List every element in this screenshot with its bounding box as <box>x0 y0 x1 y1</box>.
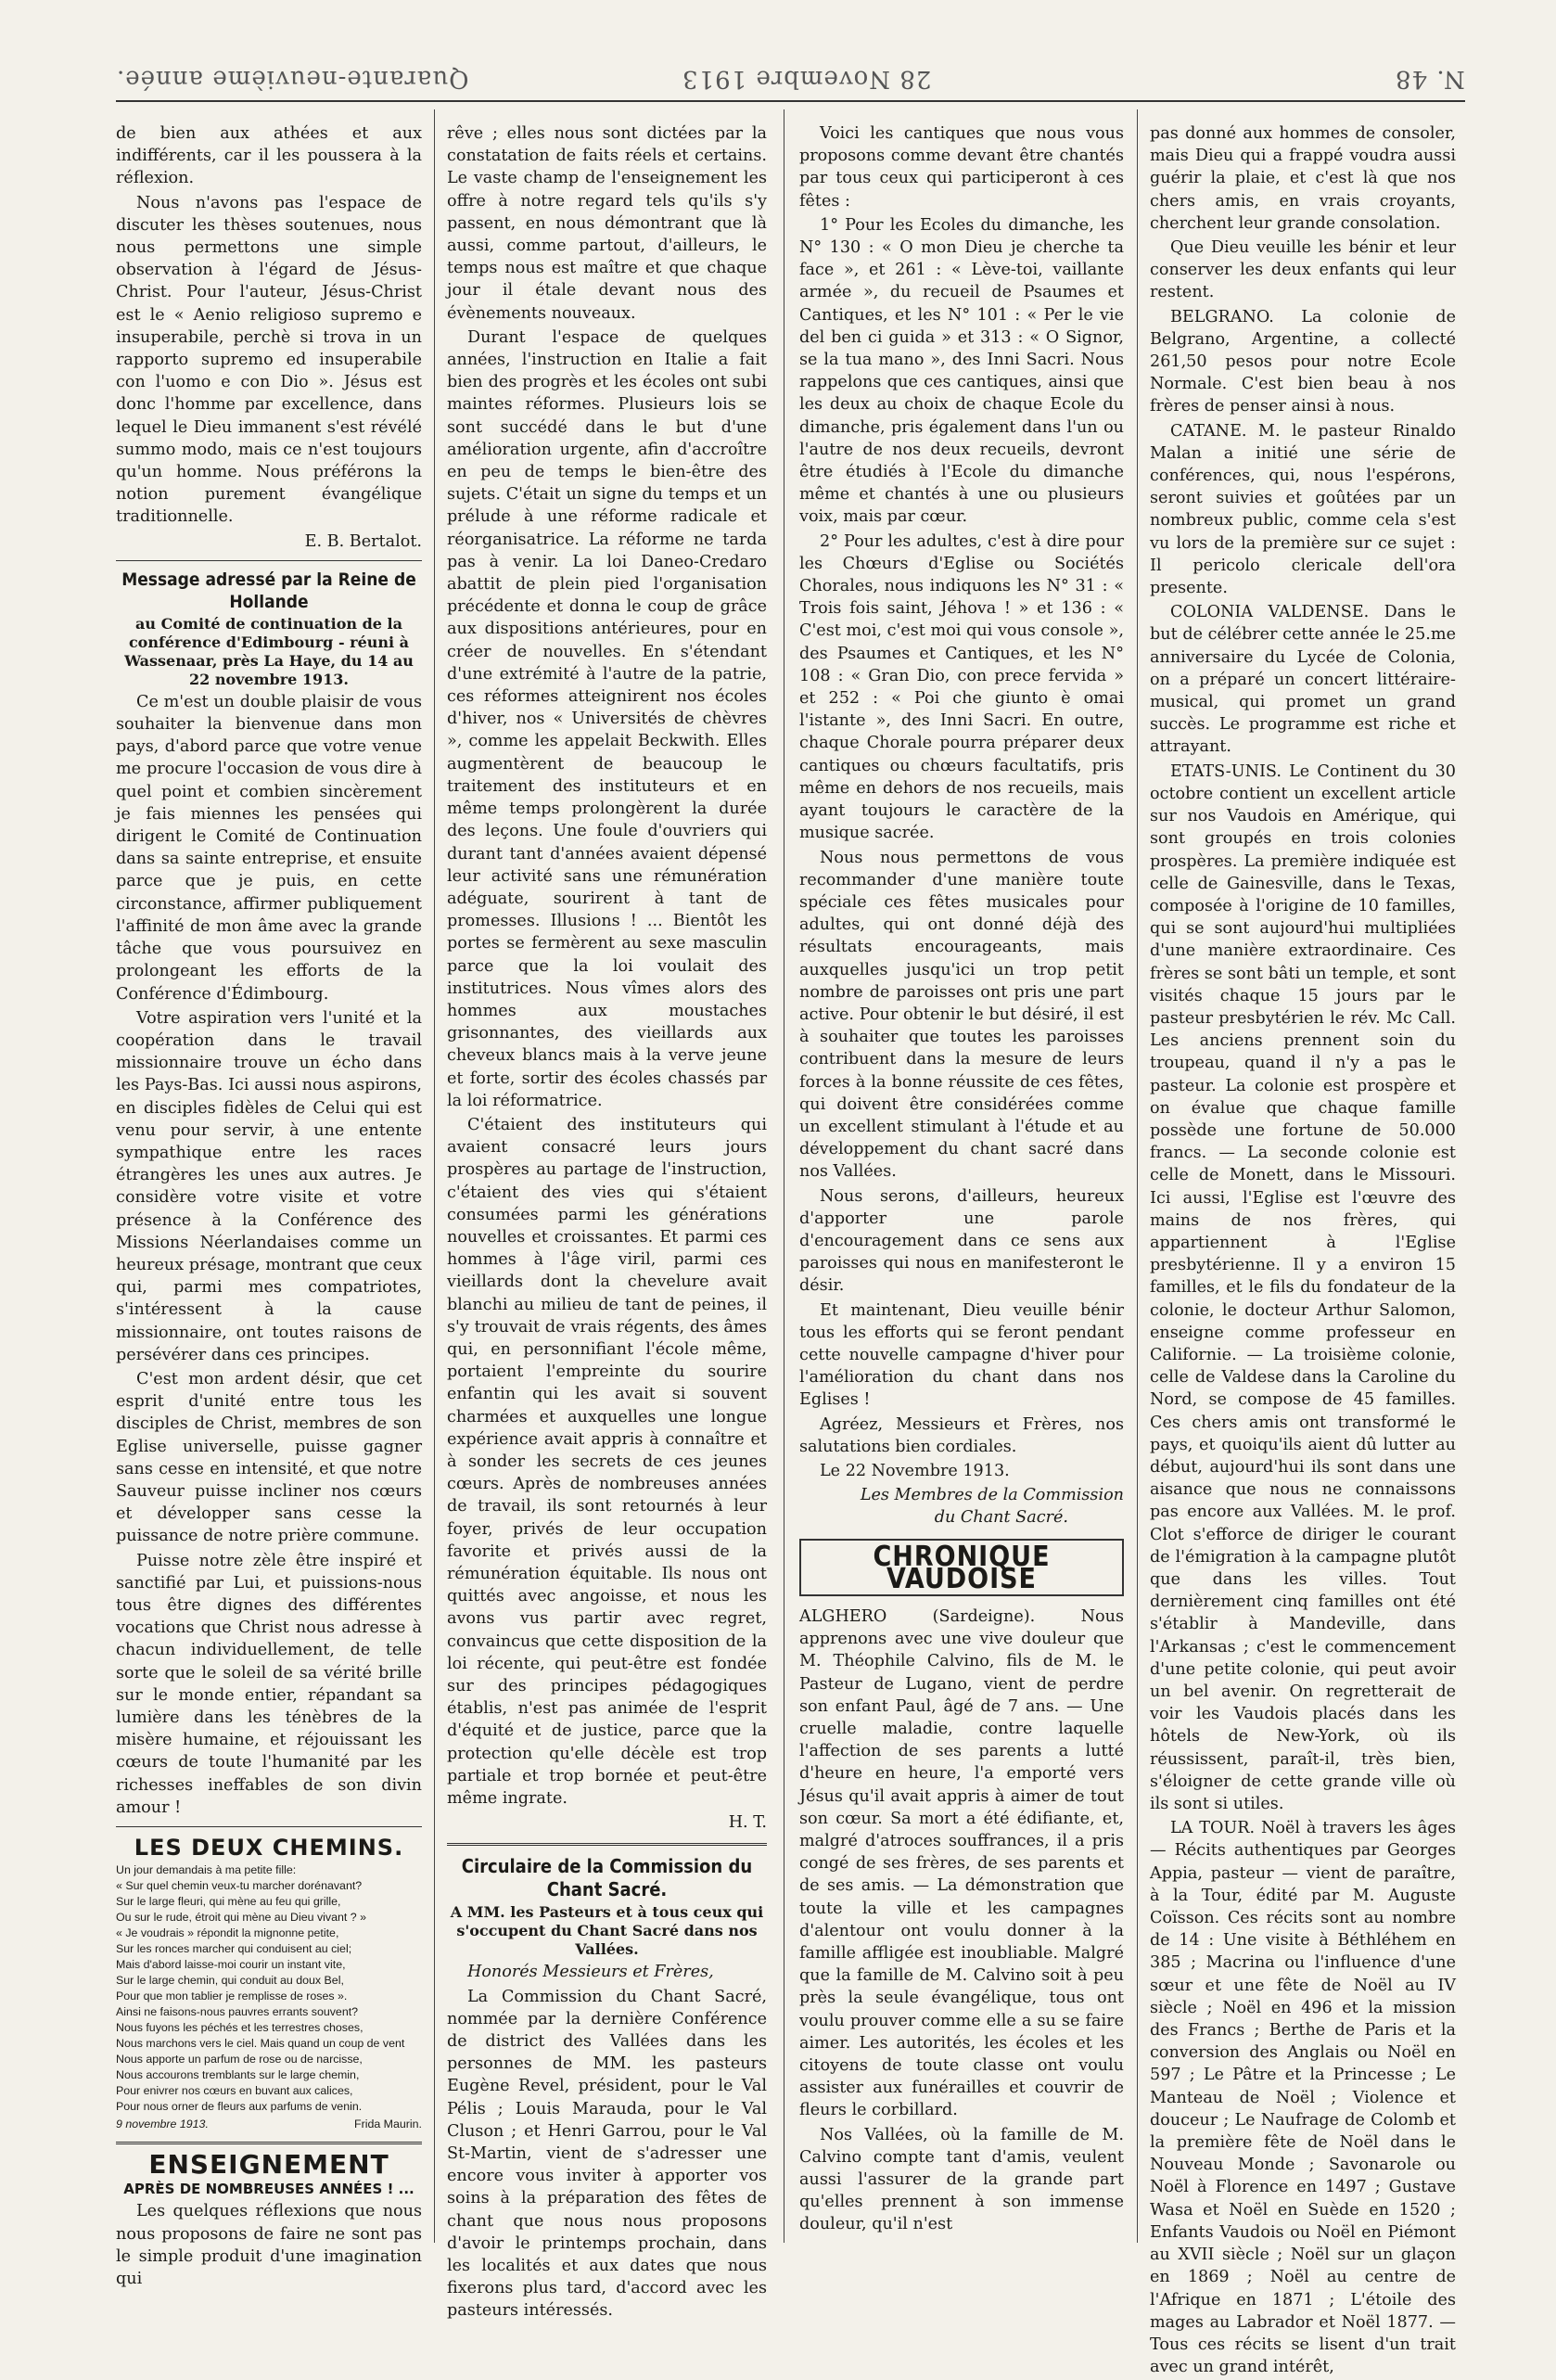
poem-line: Ainsi ne faisons-nous pauvres errants souvent? <box>116 2005 359 2019</box>
poem-line: Pour que mon tablier je remplisse de roses ». <box>116 1990 348 2003</box>
paragraph: de bien aux athées et aux indifférents, car il les poussera à la réflexion. <box>116 124 422 188</box>
paragraph: Nos Vallées, où la famille de M. Calvino compte tant d'amis, veulent aussi l'assurer de la grande part qu'elles prennent à son immense douleur, qu'il n'est <box>799 2125 1124 2234</box>
poem-line: Ou sur le rude, étroit qui mène au Dieu vivant ? » <box>116 1911 366 1925</box>
column-divider <box>434 109 435 2243</box>
paragraph: Nous nous permettons de vous recommander d'une manière toute spéciale ces fêtes musicales pour adultes, qui ont donné déjà des résultats encourageants, mais auxquelles jusqu'ici un trop petit nombre de paroisses ont pris une part active. Pour obtenir le but désiré, il est à souhaiter que toutes les paroisses contribuent dans la mesure de leurs forces à la bonne réussite de ces fêtes, qui doivent être considérées comme un excellent stimulant à l'étude et au développement du chant sacré dans nos Vallées. <box>799 848 1124 1182</box>
column-3 <box>799 122 1124 2238</box>
column-4 <box>1150 122 1456 2380</box>
letter-date: Le 22 Novembre 1913. <box>820 1461 1010 1480</box>
header-number: N. 48 <box>1395 65 1465 93</box>
poem-line: Nous accourons tremblants sur le large chemin, <box>116 2068 360 2082</box>
poem-line: Sur le large chemin, qui conduit au doux Bel, <box>116 1974 344 1988</box>
header-rule <box>116 100 1465 102</box>
paragraph: Puisse notre zèle être inspiré et sanctifié par Lui, et puissions-nous tous être dignes des différentes vocations que Christ nous adresse à chacun individuellement, de telle sorte que le soleil de sa vérité brille sur le monde entier, répandant sa lumière dans les ténèbres de la misère humaine, et réjouissant les cœurs de toute l'humanité par les richesses ineffables de son divin amour ! <box>116 1551 422 1817</box>
paragraph: ALGHERO (Sardeigne). Nous apprenons avec une vive douleur que M. Théophile Calvino, fils de M. le Pasteur de Lugano, vient de perdre son enfant Paul, âgé de 7 ans. — Une cruelle maladie, contre laquelle l'affection de ses parents a lutté d'heure en heure, l'a emporté vers Jésus qu'il avait appris à aimer de tout son cœur. Sa mort a été édifiante, et, malgré d'atroces souffrances, il a pris congé de ses frères, de ses parents et de ses amis. — La démonstration que toute la ville et les campagnes d'alentour ont voulu donner à la famille affligée est inoubliable. Malgré que la famille de M. Calvino soit à peu près la seule évangélique, tous ont voulu prouver comme elle a su se faire aimer. Les autorités, les écoles et les citoyens de toute classe ont voulu assister aux funérailles et couvrir de fleurs le corbillard. <box>799 1607 1124 2120</box>
page-header <box>116 65 1465 102</box>
poem-line: Nous apporte un parfum de rose ou de narcisse, <box>116 2053 363 2067</box>
poem-line: Pour nous orner de fleurs aux parfums de venin. <box>116 2100 363 2114</box>
divider <box>447 1843 767 1846</box>
paragraph: 2° Pour les adultes, c'est à dire pour les Chœurs d'Eglise ou Sociétés Chorales, nous indiquons les N° 31 : « Trois fois saint, Jéhova ! » et 136 : « C'est moi, c'est moi qui vous console », des Psaumes et Cantiques, et les N° 108 : « Gran Dio, con prece fervida » et 252 : « Poi che giunto è omai l'istante », des Inni Sacri. En outre, chaque Chorale pourra préparer deux cantiques ou chœurs facultatifs, pris même en dehors de nos recueils, mais ayant toujours le caractère de la musique sacrée. <box>799 531 1124 843</box>
header-edition: Quarante-neuvième année. <box>116 65 469 93</box>
section-title: ENSEIGNEMENT <box>148 2149 389 2181</box>
header-date: 28 Novembre 1913 <box>682 65 932 93</box>
paragraph: Et maintenant, Dieu veuille bénir tous les efforts qui se feront pendant cette nouvelle campagne d'hiver pour l'amélioration du chant dans nos Eglises ! <box>799 1300 1124 1410</box>
paragraph: COLONIA VALDENSE. Dans le but de célébrer cette année le 25.me anniversaire du Lycée de Colonia, on a préparé un concert littéraire-musical, qui promet un grand succès. Le programme est riche et attrayant. <box>1150 603 1456 757</box>
poem-line: Sur les ronces marcher qui conduisent au ciel; <box>116 1942 352 1956</box>
poem-title: LES DEUX CHEMINS. <box>134 1835 404 1862</box>
paragraph: Les quelques réflexions que nous nous proposons de faire ne sont pas le simple produit d'une imagination qui <box>116 2202 422 2289</box>
paragraph: La Commission du Chant Sacré, nommée par la dernière Conférence de district des Vallées dans les personnes de MM. les pasteurs Eugène Revel, président, pour le Val Pélis ; Louis Marauda, pour le Val Cluson ; et Henri Garrou, pour le Val St-Martin, vient de s'adresser une encore vous inviter à apporter vos soins à la préparation des fêtes de chant que nous nous proposons d'avoir le printemps prochain, dans les localités et aux dates que nous fixerons plus tard, d'accord avec les pasteurs intéressés. <box>447 1987 767 2321</box>
paragraph: Voici les cantiques que nous vous proposons comme devant être chantés par tous ceux qui participeront à ces fêtes : <box>799 124 1124 211</box>
poem-line: « Je voudrais » répondit la mignonne petite, <box>116 1926 339 1940</box>
paragraph: C'est mon ardent désir, que cet esprit d'unité entre tous les disciples de Christ, membres de son Eglise universelle, puisse gagner sans cesse en intensité, et que notre Sauveur puisse incliner nos cœurs et développer sans cesse la puissance de notre prière commune. <box>116 1369 422 1546</box>
paragraph: BELGRANO. La colonie de Belgrano, Argentine, a collecté 261,50 pesos pour notre Ecole Normale. C'est bien beau à nos frères de penser ainsi à nous. <box>1150 307 1456 416</box>
paragraph: Ce m'est un double plaisir de vous souhaiter la bienvenue dans mon pays, d'abord parce que votre venue me procure l'occasion de vous dire à quel point et combien sincèrement je fais miennes les pensées qui dirigent le Comité de Continuation dans sa sainte entreprise, et ensuite parce que je puis, en cette circonstance, affirmer publiquement l'affinité de mon âme avec la grande tâche que vous poursuivez en prolongeant les efforts de la Conférence d'Édimbourg. <box>116 692 422 1004</box>
paragraph: ETATS-UNIS. Le Continent du 30 octobre contient un excellent article sur nos Vaudois en Amérique, qui sont groupés en trois colonies prospères. La première indiquée est celle de Gainesville, dans le Texas, composée à l'origine de 10 familles, qui se sont aujourd'hui multipliées d'une manière extraordinaire. Ces frères se sont bâti un temple, et sont visités chaque 15 jours par le pasteur presbytérien le rév. Mc Call. Les anciens prennent soin du troupeau, quand il n'y a pas le pasteur. La colonie est prospère et on évalue que chaque famille possède une fortune de 50.000 francs. — La seconde colonie est celle de Monett, dans le Missouri. Ici aussi, l'Eglise est l'œuvre des mains de nos frères, qui appartiennent à l'Eglise presbytérienne. Il y a environ 15 familles, et le fils du fondateur de la colonie, le docteur Arthur Salomon, enseigne comme professeur en Californie. — La troisième colonie, celle de Valdese dans la Caroline du Nord, se compose de 45 familles. Ces chers amis ont transformé le pays, et quoiqu'ils aient dû lutter au début, aujourd'hui ils sont dans une aisance que nous ne connaissons pas encore aux Vallées. M. le prof. Clot s'efforce de diriger le courant de l'émigration à la campagne plutôt que dans les villes. Tout dernièrement cinq familles ont été s'établir à Mandeville, dans l'Arkansas ; c'est le commencement d'une petite colonie, qui peut avoir un bel avenir. On regretterait de voir les Vaudois placés dans les hôtels de New-York, où ils réussissent, paraît-il, très bien, s'éloigner de cette grande ville où ils sont si utiles. <box>1150 761 1456 1814</box>
paragraph: Durant l'espace de quelques années, l'instruction en Italie a fait bien des progrès et les écoles ont subi maintes réformes. Plusieurs lois se sont succédé dans le but d'une amélioration urgente, afin d'accroître en peu de temps le bien-être des sujets. C'était un signe du temps et un prélude à une réforme radicale et réorganisatrice. La réforme ne tarda pas à venir. La loi Daneo-Credaro abattit de plein pied l'organisation précédente et donna le coup de grâce aux dispositions antérieures, pour en créer de nouvelles. En s'étendant d'une extrémité à l'autre de la patrie, ces réformes atteignirent nos écoles d'hiver, nos « Universités de chèvres », comme les appelait Beckwith. Elles augmentèrent de beaucoup le traitement des instituteurs et en même temps prolongèrent la durée des leçons. Une foule d'ouvriers qui durant tant d'années avaient dépensé leur activité sans une rémunération adéguate, sourirent à tant de promesses. Illusions ! ... Bientôt les portes se fermèrent au sexe masculin parce que la loi voulait des institutrices. Nous vîmes alors des hommes aux moustaches grisonnantes, des vieillards aux cheveux blancs mais à la verve jeune et forte, sortir des écoles chassés par la loi réformatrice. <box>447 327 767 1110</box>
column-1 <box>116 122 422 2292</box>
paragraph: LA TOUR. Noël à travers les âges — Récits authentiques par Georges Appia, pasteur — vient de paraître, à la Tour, édité par M. Auguste Coïsson. Ces récits sont au nombre de 14 : Une visite à Béthléhem en 385 ; Macrina ou l'influence d'une sœur et une fête de Noël au IV siècle ; Noël en 496 et la mission des Francs ; Berthe de Paris et la conversion des Anglais ou Noël en 597 ; Le Pâtre et la Princesse ; Le Manteau de Noël ; Violence et douceur ; Le Naufrage de Colomb et la première fête de Noël dans le Nouveau Monde ; Savonarole ou Noël à Florence en 1497 ; Gustave Wasa et Noël en Suède en 1520 ; Enfants Vaudois ou Noël en Piémont au XVII siècle ; Noël sur un glaçon en 1869 ; Noël au centre de l'Afrique en 1871 ; L'étoile des mages au Labrador et Noël 1877. — Tous ces récits se lisent d'un trait avec un grand intérêt, <box>1150 1819 1456 2377</box>
poem-date: 9 novembre 1913. <box>116 2118 209 2131</box>
paragraph: rêve ; elles nous sont dictées par la constatation de faits réels et certains. Le vaste champ de l'enseignement les offre à notre regard tels qu'ils s'y passent, en nous démontrant que là aussi, comme partout, d'ailleurs, le temps nous est maître et que chaque jour il étale devant nous des évènements nouveaux. <box>447 124 767 323</box>
article-subtitle: A MM. les Pasteurs et à tous ceux qui s'occupent du Chant Sacré dans nos Vallées. <box>450 1903 764 1959</box>
author-signature: E. B. Bertalot. <box>304 531 422 551</box>
paragraph: Agréez, Messieurs et Frères, nos salutations bien cordiales. <box>799 1414 1124 1456</box>
poem-line: Mais d'abord laisse-moi courir un instant vite, <box>116 1958 346 1972</box>
paragraph: C'étaient des instituteurs qui avaient consacré leurs jours prospères au partage de l'instruction, c'étaient des vies qui s'étaient consumées parmi les générations nouvelles et croissantes. Et parmi ces hommes à l'âge viril, parmi ces vieillards dont la chevelure avait blanchi au milieu de tant de peines, il s'y trouvait de vrais régents, des âmes qui, en personnifiant l'école même, portaient l'empreinte du sourire enfantin qui les avait si souvent charmées et auxquelles une longue expérience avait appris à connaître et à sonder les secrets de ces jeunes cœurs. Après de nombreuses années de travail, ils sont retournés à leur foyer, privés de leur occupation favorite et privés aussi de la rémunération équitable. Ils nous ont quittés avec angoisse, et nous les avons vus partir avec regret, convaincus que cette disposition de la loi récente, qui peut-être est fondée sur des principes pédagogiques établis, n'est pas animée de l'esprit d'équité et de justice, parce que la protection qu'elle décèle est trop partiale et trop bornée et peut-être même ingrate. <box>447 1115 767 1809</box>
paragraph: 1° Pour les Ecoles du dimanche, les N° 130 : « O mon Dieu je cherche ta face », et 261 : « Lève-toi, vaillante armée », du recueil de Psaumes et Cantiques, et les N° 101 : « Per le vie del ben ci guida » et 313 : « O Signor, se la tua mano », des Inni Sacri. Nous rappelons que ces cantiques, ainsi que les deux au choix de chaque Ecole du dimanche, pris également dans l'un ou l'autre de nos deux recueils, devront être étudiés à l'Ecole du dimanche même et chantés à une ou plusieurs voix, mais par cœur. <box>799 215 1124 527</box>
section-subtitle: APRÈS DE NOMBREUSES ANNÉES ! ... <box>123 2181 415 2198</box>
poem-line: Nous fuyons les péchés et les terrestres choses, <box>116 2021 363 2035</box>
letter-signature: du Chant Sacré. <box>934 1508 1068 1528</box>
article-title: Message adressé par la Reine de Hollande <box>121 569 416 612</box>
poem-line: « Sur quel chemin veux-tu marcher dorénavant? <box>116 1879 363 1893</box>
paragraph: CATANE. M. le pasteur Rinaldo Malan a initié une série de conférences, qui, nous l'espérons, seront suivies et goûtées par un nombreux public, comme cela s'est vu lors de la première sur ce sujet : Il pericolo clericale dell'ora presente. <box>1150 421 1456 598</box>
article-title: Circulaire de la Commission du Chant Sacré. <box>461 1855 753 1901</box>
letter-signature: Les Membres de la Commission <box>860 1486 1124 1505</box>
poem-line: Nous marchons vers le ciel. Mais quand un coup de vent <box>116 2037 405 2051</box>
article-subtitle: au Comité de continuation de la conférence d'Edimbourg - réuni à Wassenaar, près La Haye, du 14 au 22 novembre 1913. <box>124 614 414 688</box>
poem-line: Pour enivrer nos cœurs en buvant aux calices, <box>116 2084 353 2098</box>
paragraph: Nous serons, d'ailleurs, heureux d'apporter une parole d'encouragement dans ce sens aux paroisses qui nous en manifesteront le désir. <box>799 1186 1124 1296</box>
section-title: CHRONIQUE VAUDOISE <box>799 1539 1124 1596</box>
author-signature: H. T. <box>728 1813 767 1833</box>
paragraph: Que Dieu veuille les bénir et leur conserver les deux enfants qui leur restent. <box>1150 238 1456 302</box>
poem-line: Un jour demandais à ma petite fille: <box>116 1863 297 1877</box>
greeting: Honorés Messieurs et Frères, <box>467 1963 714 1982</box>
divider <box>116 2142 422 2144</box>
poem-footer <box>116 2117 422 2132</box>
paragraph: Votre aspiration vers l'unité et la coopération dans le travail missionnaire trouve un écho dans les Pays-Bas. Ici aussi nous aspirons, en disciples fidèles de Celui qui est venu pour servir, à une entente sympathique entre les races étrangères les unes aux autres. Je considère votre visite et votre présence à la Conférence des Missions Néerlandaises comme un heureux présage, montrant que ceux qui, parmi mes compatriotes, s'intéressent à la cause missionnaire, ont toutes raisons de persévérer dans ces principes. <box>116 1008 422 1364</box>
paragraph: pas donné aux hommes de consoler, mais Dieu qui a frappé voudra aussi guérir la plaie, et c'est là que nos chers amis, en vrais croyants, cherchent leur grande consolation. <box>1150 124 1456 233</box>
divider <box>116 1826 422 1827</box>
column-2 <box>447 122 767 2324</box>
poem-author: Frida Maurin. <box>354 2118 422 2131</box>
divider <box>116 560 422 561</box>
poem-line: Sur le large fleuri, qui mène au feu qui grille, <box>116 1895 341 1909</box>
paragraph: Nous n'avons pas l'espace de discuter les thèses soutenues, nous nous permettons une simple observation à l'égard de Jésus-Christ. Pour l'auteur, Jésus-Christ est le « Aenio religioso supremo e insuperabile, perchè si trova in un rapporto supremo ed insuperabile con l'uomo e con Dio ». Jésus est donc l'homme par excellence, dans lequel le Dieu immanent s'est révélé summo modo, mais ce n'est toujours qu'un homme. Nous préférons la notion purement évangélique traditionnelle. <box>116 193 422 527</box>
column-divider <box>1137 109 1138 2243</box>
poem <box>116 1862 422 2132</box>
